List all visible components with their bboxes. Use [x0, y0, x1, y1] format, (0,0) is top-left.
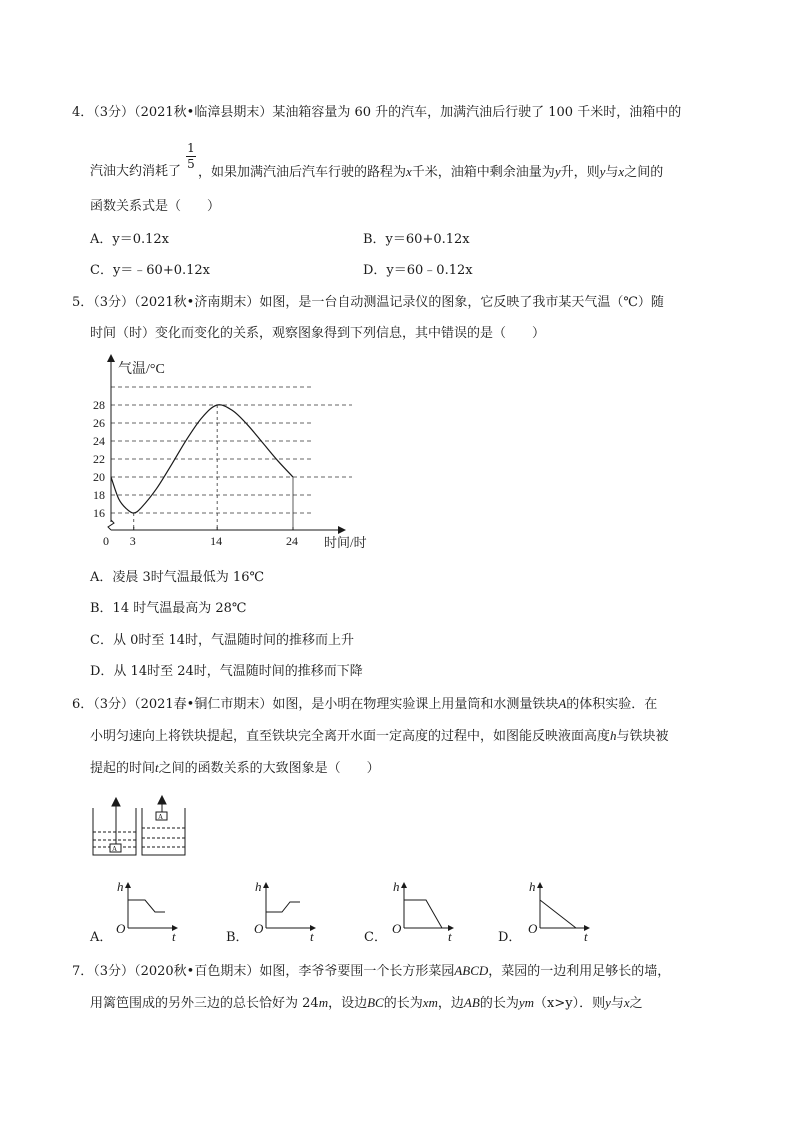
q6-option-d[interactable]: D．	[498, 930, 522, 945]
var-ABCD: ABCD	[454, 963, 489, 978]
q4-stem-part: 与	[605, 165, 619, 180]
var-x: x	[406, 164, 412, 179]
graph-h-label: h	[393, 879, 400, 894]
q4-stem-part: 函数关系式是（ ）	[90, 199, 221, 214]
graph-curve	[266, 902, 300, 912]
q5-source: （2021秋•济南期末）	[134, 295, 260, 310]
q4-points: （3分）	[93, 105, 135, 120]
q4-source: （2021秋•临漳县期末）	[134, 105, 273, 120]
var-BC: BC	[367, 995, 384, 1010]
q6-points: （3分）	[93, 697, 135, 712]
graph-y-arrow	[263, 882, 269, 888]
var-y: y	[605, 995, 611, 1010]
y-tick-label: 24	[93, 434, 105, 448]
graph-y-arrow	[401, 882, 407, 888]
q7-stem-part: ，边	[437, 996, 464, 1011]
graph-h-label: h	[117, 879, 124, 894]
y-tick-label: 18	[93, 488, 105, 502]
graph-t-label: t	[310, 929, 314, 944]
graph-curve	[540, 900, 576, 928]
q5-number: 5．	[72, 295, 94, 310]
q5-option-c[interactable]: C．从 0时至 14时，气温随时间的推移而上升	[90, 633, 355, 648]
var-ym: ym	[518, 995, 534, 1010]
graph-h-label: h	[255, 879, 262, 894]
q6-stem-part: 之间的函数关系的大致图象是（ ）	[158, 761, 380, 776]
option-graph-b	[254, 879, 316, 944]
y-tick-label: 22	[93, 452, 105, 466]
x-axis-label: 时间/时	[324, 535, 367, 550]
var-m: m	[318, 995, 329, 1010]
q4-stem-part: 汽油大约消耗了	[90, 164, 182, 179]
q4-option-d[interactable]: D．y＝60﹣0.12x	[363, 263, 473, 278]
q7-stem-part: ，设边	[328, 996, 368, 1011]
q4-number: 4．	[72, 105, 94, 120]
graph-origin-label: O	[254, 921, 264, 936]
graph-y-arrow	[537, 882, 543, 888]
block-label: A	[158, 813, 164, 821]
graph-origin-label: O	[528, 921, 538, 936]
graph-h-label: h	[529, 879, 536, 894]
y-tick-label: 28	[93, 398, 105, 412]
q7-stem-part: 与	[610, 996, 624, 1011]
q7-number: 7．	[72, 964, 94, 979]
block-label: A	[112, 845, 118, 853]
graph-curve	[128, 900, 165, 912]
q6-stem-part: 提起的时间	[90, 761, 156, 776]
option-graph-d	[528, 879, 590, 944]
graph-origin-label: O	[392, 921, 402, 936]
q6-stem-part: 与铁块被	[616, 729, 669, 744]
graph-t-label: t	[448, 929, 452, 944]
q4-stem-part: 之间的	[624, 165, 664, 180]
q5-points: （3分）	[93, 295, 135, 310]
q7-points: （3分）	[93, 964, 135, 979]
q7-stem-part: 用篱笆围成的另外三边的总长恰好为 24	[90, 996, 319, 1011]
var-x: x	[618, 164, 625, 179]
q7-stem-part: 的长为	[479, 996, 519, 1011]
var-x: x	[623, 995, 630, 1010]
q5-option-b[interactable]: B．14 时气温最高为 28℃	[90, 601, 247, 616]
var-t: t	[155, 760, 159, 775]
q5-stem: 如图，是一台自动测温记录仪的图象，它反映了我市某天气温（℃）随	[259, 295, 664, 310]
q6-stem-part: 小明匀速向上将铁块提起，直至铁块完全离开水面一定高度的过程中，如图能反映液面高度	[90, 729, 611, 744]
q6-option-c[interactable]: C．	[364, 930, 387, 945]
q5-option-a[interactable]: A．凌晨 3时气温最低为 16℃	[90, 570, 265, 585]
var-y: y	[554, 164, 561, 179]
graph-t-label: t	[584, 929, 588, 944]
q4-option-c[interactable]: C．y＝﹣60+0.12x	[90, 263, 211, 278]
y-axis-label: 气温/°C	[118, 362, 165, 377]
q6-stem-part: 如图，是小明在物理实验课上用量筒和水测量铁块	[272, 697, 559, 712]
q6-stem-part: 的体积实验．在	[566, 697, 658, 712]
graph-origin-label: O	[116, 921, 126, 936]
var-h: h	[610, 728, 617, 743]
q4-option-b[interactable]: B．y＝60+0.12x	[363, 232, 470, 247]
q7-stem-part: 如图，李爷爷要围一个长方形菜园	[259, 964, 455, 979]
q7-stem-part: 之	[629, 996, 643, 1011]
q4-stem: 某油箱容量为 60 升的汽车，加满汽油后行驶了 100 千米时，油箱中的	[272, 105, 682, 120]
var-xm: xm	[422, 995, 438, 1010]
q5-option-d[interactable]: D．从 14时至 24时，气温随时间的推移而下降	[90, 664, 363, 679]
y-tick-label: 26	[93, 416, 105, 430]
q4-stem-part: ，如果加满汽油后汽车行驶的路程为	[198, 165, 407, 180]
q7-source: （2020秋•百色期末）	[134, 964, 260, 979]
q7-line-1	[72, 962, 670, 981]
q7-stem-part: ，菜园的一边利用足够长的墙，	[488, 964, 671, 979]
option-graph-a	[116, 879, 178, 944]
q7-line-2	[90, 994, 643, 1013]
x-tick-label: 14	[210, 534, 223, 548]
option-graph-c	[392, 879, 454, 944]
fraction-numerator: 1	[187, 141, 195, 155]
q6-option-b[interactable]: B．	[226, 930, 249, 945]
q7-stem-part: （x>y）．则	[534, 996, 606, 1011]
graph-y-arrow	[125, 882, 131, 888]
q4-stem-part: 升，则	[560, 165, 600, 180]
var-AB: AB	[463, 995, 480, 1010]
q6-option-a[interactable]: A．	[90, 930, 113, 945]
q4-stem-part: 千米，油箱中剩余油量为	[411, 165, 555, 180]
var-A: A	[558, 696, 567, 711]
var-y: y	[599, 164, 606, 179]
q7-stem-part: 的长为	[383, 996, 423, 1011]
x-tick-label: 3	[129, 534, 136, 548]
y-tick-label: 16	[93, 506, 105, 520]
y-tick-label: 20	[93, 470, 105, 484]
x-tick-label: 0	[103, 534, 109, 548]
q5-stem-part: 时间（时）变化而变化的关系，观察图象得到下列信息，其中错误的是（ ）	[90, 326, 546, 341]
q4-option-a[interactable]: A．y＝0.12x	[90, 232, 170, 247]
x-tick-label: 24	[286, 534, 298, 548]
q6-source: （2021春•铜仁市期末）	[134, 697, 273, 712]
graph-t-label: t	[172, 929, 176, 944]
graph-curve	[404, 900, 442, 928]
q6-number: 6．	[72, 697, 94, 712]
fraction-denominator: 5	[187, 157, 195, 171]
